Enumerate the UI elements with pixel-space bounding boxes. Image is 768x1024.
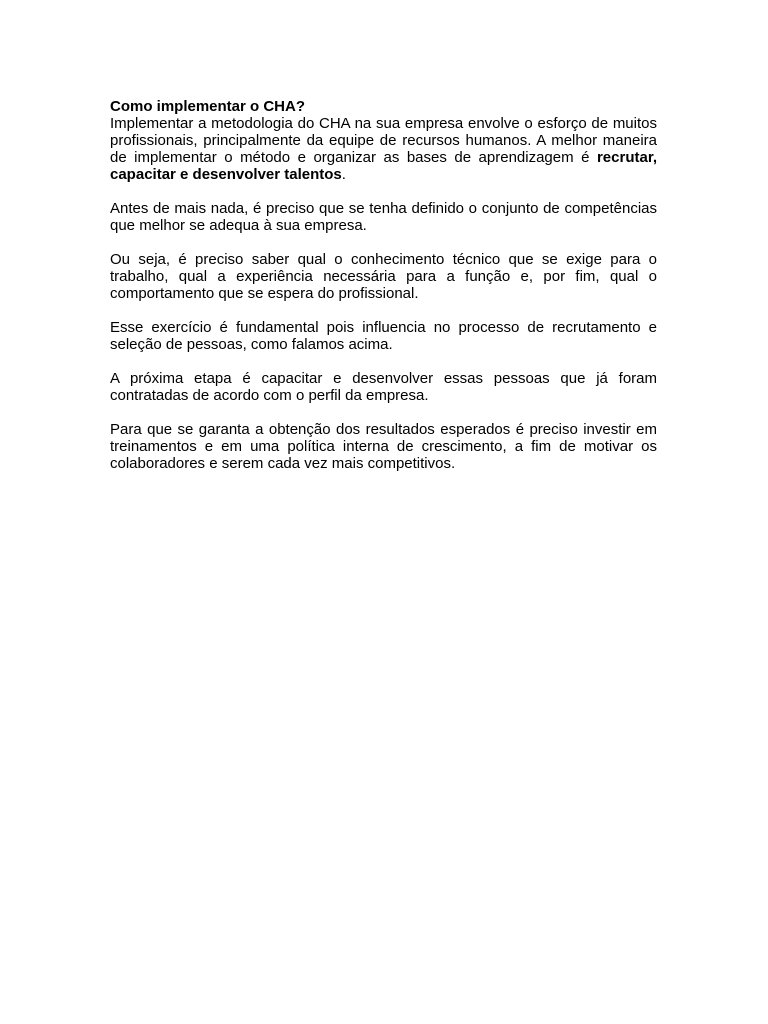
paragraph: A próxima etapa é capacitar e desenvolver essas pessoas que já foram contratadas de acordo com o perfil da empresa. xyxy=(110,370,657,404)
paragraph-intro-text: Implementar a metodologia do CHA na sua empresa envolve o esforço de muitos profissionais, principalmente da equipe de recursos humanos. A melhor maneira de implementar o método e organizar as bases de aprendizagem é xyxy=(110,115,657,166)
paragraph-intro-bold: recrutar, capacitar e desenvolver talentos xyxy=(110,149,657,183)
paragraph: Esse exercício é fundamental pois influencia no processo de recrutamento e seleção de pessoas, como falamos acima. xyxy=(110,319,657,353)
document-body xyxy=(110,98,657,489)
paragraph-intro xyxy=(110,115,657,183)
paragraph: Antes de mais nada, é preciso que se tenha definido o conjunto de competências que melhor se adequa à sua empresa. xyxy=(110,200,657,234)
paragraph: Ou seja, é preciso saber qual o conhecimento técnico que se exige para o trabalho, qual a experiência necessária para a função e, por fim, qual o comportamento que se espera do profissional. xyxy=(110,251,657,302)
paragraph-intro-end: . xyxy=(341,166,346,183)
document-title: Como implementar o CHA? xyxy=(110,98,306,115)
paragraph: Para que se garanta a obtenção dos resultados esperados é preciso investir em treinamentos e em uma política interna de crescimento, a fim de motivar os colaboradores e serem cada vez mais competitivos. xyxy=(110,421,657,472)
